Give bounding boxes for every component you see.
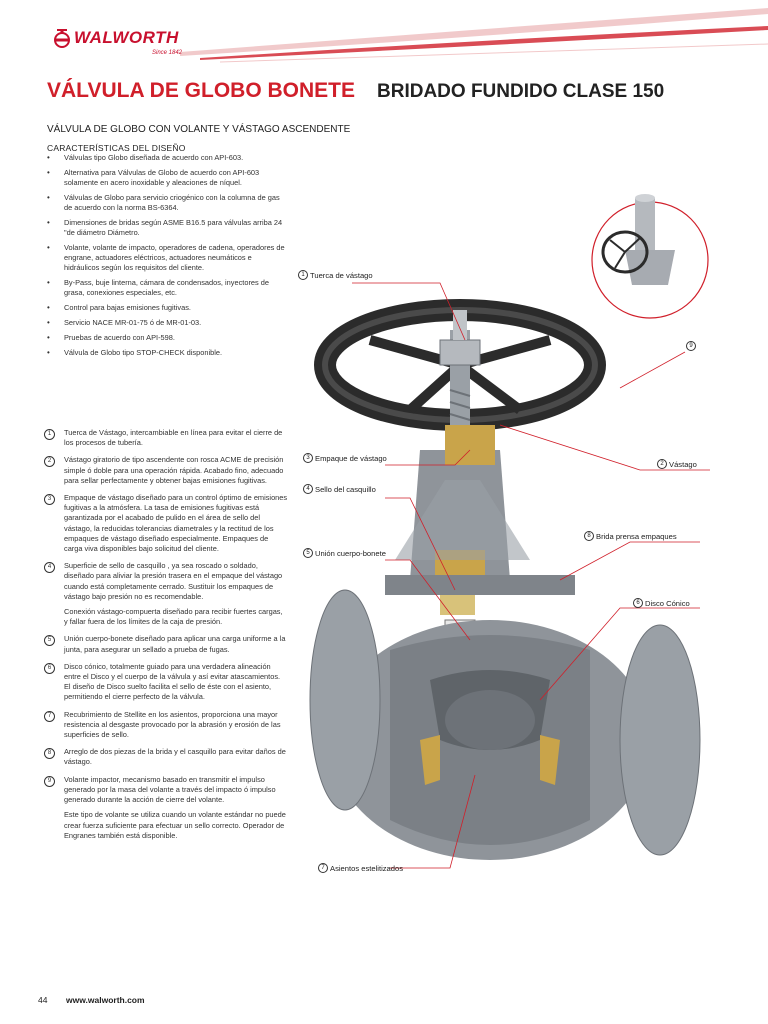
callout-gland-flange [584,531,677,541]
component-item [44,493,288,554]
callout-stellite-seats [318,863,403,873]
component-number: 7 [44,711,55,722]
brand-since: Since 1842 [152,50,183,56]
callout-conical-disc [633,598,690,608]
component-number: 2 [44,456,55,467]
page-title-secondary: BRIDADO FUNDIDO CLASE 150 [377,81,665,102]
component-number: 4 [44,562,55,573]
callout-backseat [303,484,376,494]
component-number: 6 [44,663,55,674]
component-extra-text: Este tipo de volante se utiliza cuando un volante estándar no puede crear fuerza suficiente para efectuar un sello correcto. Operador de Engranes también está disponible. [64,810,286,840]
component-item [44,662,288,703]
component-item [44,455,288,486]
feature-item: • Válvulas tipo Globo diseñada de acuerdo con API-603. [47,153,287,163]
callout-label: Disco Cónico [645,598,690,608]
features-list [47,153,287,363]
component-text: Disco cónico, totalmente guiado para una verdadera alineación entre el Disco y el cuerpo de la válvula y así evitar atascamientos. El diseño de Disco suelto facilita el sello de éste con el asiento, permitiendo el cierre perfecto de la válvula. [64,661,281,702]
page-title: VÁLVULA DE GLOBO BONETE [47,79,356,102]
callout-stem-packing [303,453,387,463]
callout-label: Empaque de vástago [315,453,387,463]
callout-number: 1 [298,270,308,280]
callout-number: 5 [303,548,313,558]
callout-stem-nut [298,270,373,280]
callout-label: Tuerca de vástago [310,270,373,280]
valve-body [310,590,700,860]
feature-item: • Control para bajas emisiones fugitivas. [47,303,287,313]
brand-name: WALWORTH [74,28,179,47]
valve-logo-icon [50,28,74,48]
component-text: Superficie de sello de casquillo , ya sea roscado o soldado, diseñado para aliviar la presión trasera en el empaque del vástago cuando está completamente cerrado. Sustituir los empaques de vástago bajo presión no es recomendable. [64,561,283,601]
component-text: Tuerca de Vástago, intercambiable en línea para evitar el cierre de los procesos de tubería. [64,428,283,448]
component-number: 9 [44,776,55,787]
callout-impact-handwheel [686,341,698,351]
feature-item: • Servicio NACE MR-01-75 ó de MR-01-03. [47,318,287,328]
callout-number: 9 [686,341,696,351]
subtitle: VÁLVULA DE GLOBO CON VOLANTE Y VÁSTAGO ASCENDENTE [47,124,351,135]
callout-stem [657,459,697,469]
component-text: Vástago giratorio de tipo ascendente con rosca ACME de precisión simple ó doble para una operación rápida. Acabado fino, adecuado para sellar perfectamente y obtener bajas emisiones fugitivas. [64,455,284,485]
callout-number: 7 [318,863,328,873]
components-list [44,428,288,848]
component-number: 8 [44,748,55,759]
brand-logo [50,28,179,48]
feature-item: • Alternativa para Válvulas de Globo de acuerdo con API-603 solamente en acero inoxidable y aleaciones de níquel. [47,168,287,188]
callout-number: 6 [633,598,643,608]
component-text: Unión cuerpo-bonete diseñado para aplicar una carga uniforme a la junta, para asegurar un sellado a prueba de fugas. [64,634,286,654]
callout-label: Vástago [669,459,697,469]
feature-item: • By-Pass, buje linterna, cámara de condensados, inyectores de grasa, conexiones especiales, etc. [47,278,287,298]
component-text: Recubrimiento de Stellite en los asientos, proporciona una mayor resistencia al desgaste provocado por la abrasión y erosión de las superficies de sello. [64,709,281,740]
feature-item: • Dimensiones de bridas según ASME B16.5 para válvulas arriba 24 "de diámetro Diámetro. [47,218,287,238]
component-extra-text: Conexión vástago-compuerta diseñado para recibir fuertes cargas, y fallar fuera de los límites de la caja de presión. [64,607,283,627]
component-item [44,747,288,767]
feature-item: • Volante, volante de impacto, operadores de cadena, operadores de engrane, actuadores eléctricos, actuadores neumáticos e hidráulicos según los requisitos del cliente. [47,243,287,273]
callout-number: 3 [303,453,313,463]
component-number: 5 [44,635,55,646]
feature-item: • Pruebas de acuerdo con API-598. [47,333,287,343]
callout-label: Brida prensa empaques [596,531,677,541]
component-text: Arreglo de dos piezas de la brida y el casquillo para evitar daños de vástago. [64,747,286,767]
component-number: 3 [44,494,55,505]
callout-label: Unión cuerpo-bonete [315,548,386,558]
feature-item: • Válvulas de Globo para servicio criogénico con la columna de gas de acuerdo con la norma BS-6364. [47,193,287,213]
component-text: Volante impactor, mecanismo basado en transmitir el impulso generado por la masa del volante a través del impacto ó impulso generado durante la acción de cierre del volante. [64,774,276,805]
component-item [44,634,288,654]
feature-item: • Válvula de Globo tipo STOP-CHECK disponible. [47,348,287,358]
component-text: Empaque de vástago diseñado para un control óptimo de emisiones fugitivas a la atmósfera. La tasa de emisiones fugitivas está garantizada por el acabado de pulido en el área de sello del vástago, la reducidas tolerancias diametrales y la rectitud de los empaques de vástago diseñado especialmente. Empaques de carga viva disponibles bajo solicitud del cliente. [64,493,288,554]
callout-label: Asientos estelitizados [330,863,404,873]
component-item [44,775,288,806]
component-number: 1 [44,429,55,440]
bonnet [385,425,575,645]
component-item [44,710,288,741]
features-heading: CARACTERÍSTICAS DEL DISEÑO [47,143,186,153]
callout-label: Sello del casquillo [315,484,376,494]
page-number: 44 [38,995,48,1005]
callout-body-bonnet-joint [303,548,386,558]
component-item [44,561,288,602]
callout-number: 4 [303,484,313,494]
callout-number: 8 [584,531,594,541]
handwheel-detail-inset [592,194,708,318]
component-item [44,428,288,448]
callout-number: 2 [657,459,667,469]
footer-website-link[interactable]: www.walworth.com [66,995,145,1005]
